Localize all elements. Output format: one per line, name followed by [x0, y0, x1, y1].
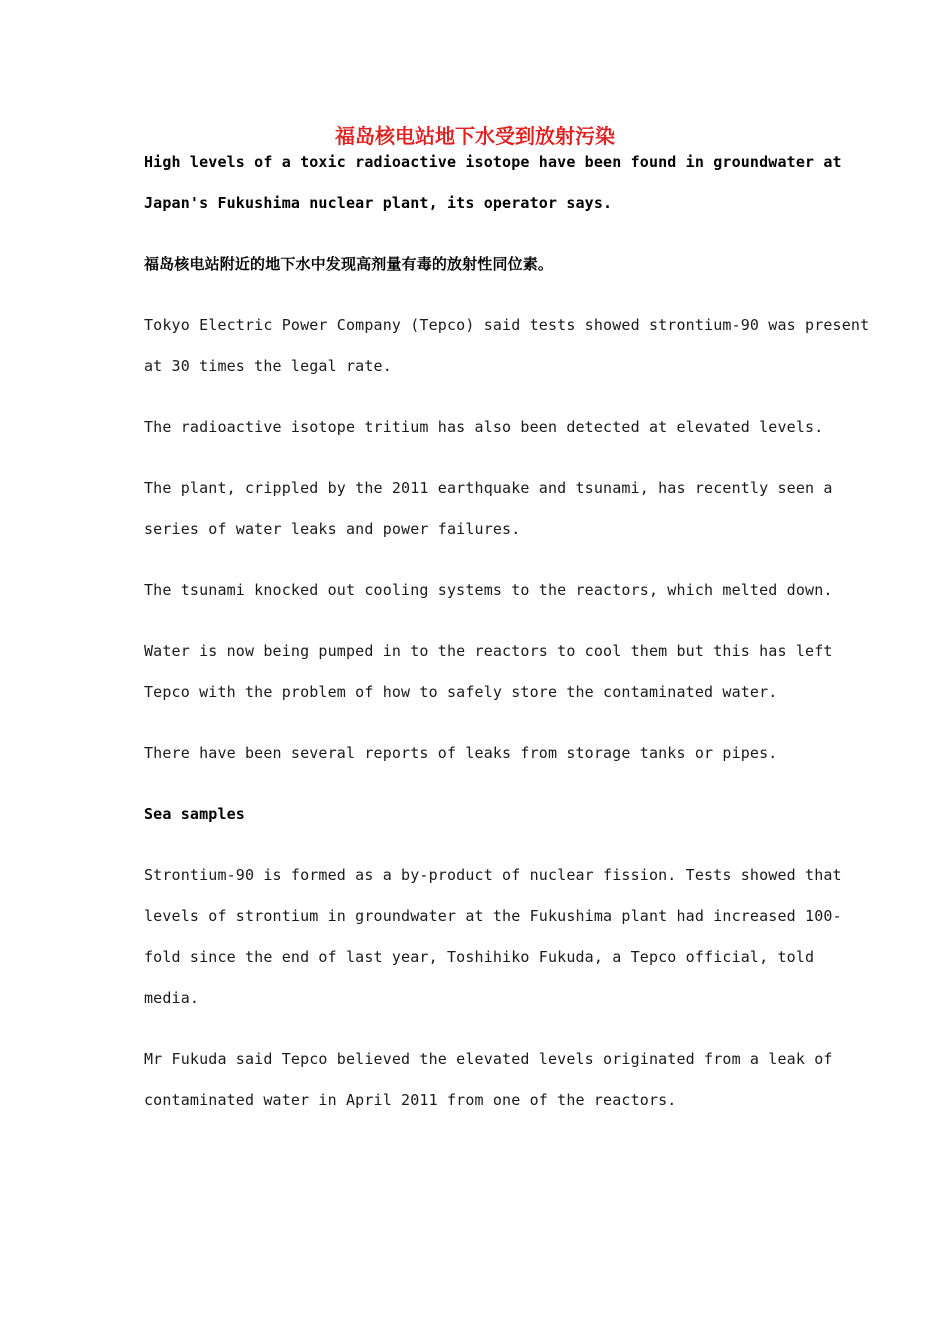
- lead-line-1: High levels of a toxic radioactive isotope have been found in groundwater at: [144, 153, 842, 171]
- paragraph-6-line-1: There have been several reports of leaks from storage tanks or pipes.: [144, 744, 778, 762]
- paragraph-1-line-1: Tokyo Electric Power Company (Tepco) said tests showed strontium-90 was present: [144, 316, 870, 334]
- paragraph-3-line-1: The plant, crippled by the 2011 earthquake and tsunami, has recently seen a: [144, 479, 833, 497]
- section-subheading: Sea samples: [144, 805, 245, 823]
- paragraph-7-line-1: Strontium-90 is formed as a by-product of nuclear fission. Tests showed that: [144, 866, 842, 884]
- paragraph-5-line-2: Tepco with the problem of how to safely store the contaminated water.: [144, 683, 778, 701]
- paragraph-7-line-3: fold since the end of last year, Toshihiko Fukuda, a Tepco official, told: [144, 948, 815, 966]
- lead-line-2: Japan's Fukushima nuclear plant, its operator says.: [144, 194, 613, 212]
- paragraph-3-line-2: series of water leaks and power failures.: [144, 520, 521, 538]
- paragraph-1-line-2: at 30 times the legal rate.: [144, 357, 392, 375]
- paragraph-8-line-1: Mr Fukuda said Tepco believed the elevated levels originated from a leak of: [144, 1050, 833, 1068]
- lead-translation: 福岛核电站附近的地下水中发现高剂量有毒的放射性同位素。: [144, 255, 554, 273]
- page-title: 福岛核电站地下水受到放射污染: [335, 124, 615, 148]
- paragraph-7-line-4: media.: [144, 989, 200, 1007]
- paragraph-7-line-2: levels of strontium in groundwater at the Fukushima plant had increased 100-: [144, 907, 842, 925]
- paragraph-5-line-1: Water is now being pumped in to the reactors to cool them but this has left: [144, 642, 833, 660]
- paragraph-2-line-1: The radioactive isotope tritium has also been detected at elevated levels.: [144, 418, 824, 436]
- paragraph-4-line-1: The tsunami knocked out cooling systems to the reactors, which melted down.: [144, 581, 833, 599]
- paragraph-8-line-2: contaminated water in April 2011 from one of the reactors.: [144, 1091, 677, 1109]
